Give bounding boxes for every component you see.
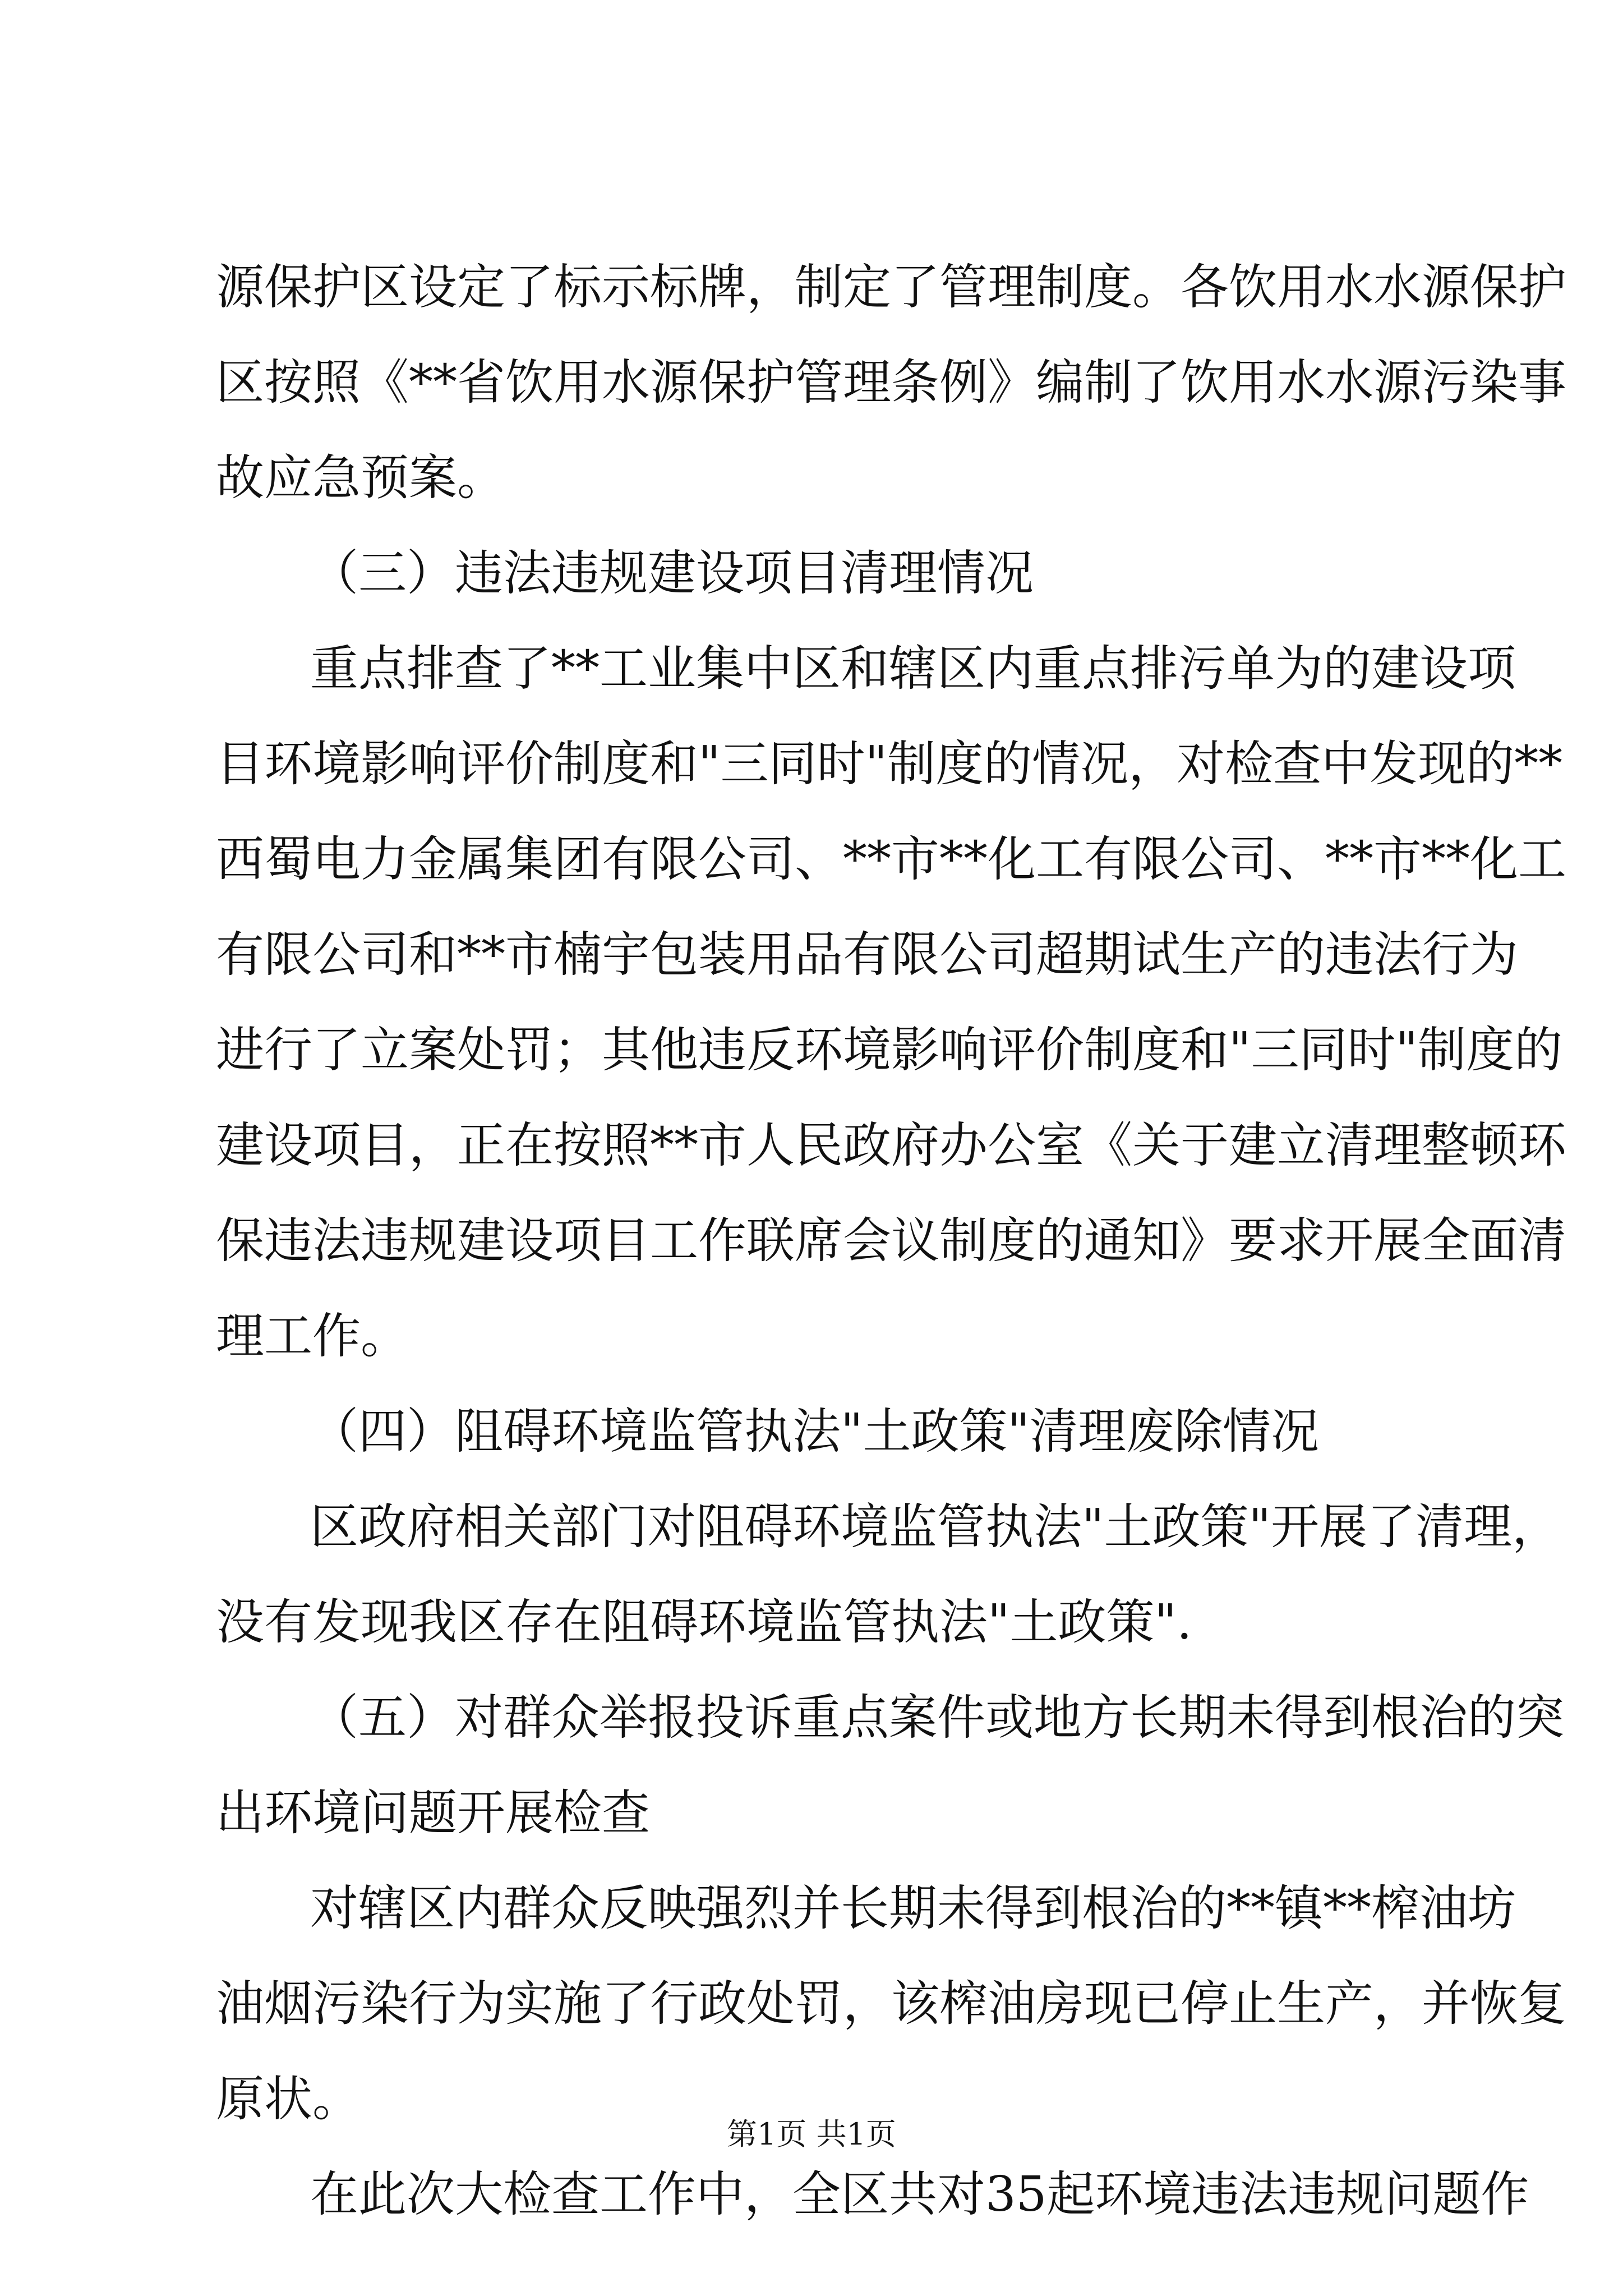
text-line: 区按照《**省饮用水源保护管理条例》编制了饮用水水源污染事 — [216, 355, 1566, 411]
text-line: 重点排查了**工业集中区和辖区内重点排污单为的建设项 — [310, 641, 1516, 697]
text-line: 保违法违规建设项目工作联席会议制度的通知》要求开展全面清 — [216, 1213, 1566, 1269]
text-line: 进行了立案处罚；其他违反环境影响评价制度和"三同时"制度的 — [216, 1022, 1563, 1078]
text-line: 建设项目，正在按照**市人民政府办公室《关于建立清理整顿环 — [216, 1117, 1566, 1174]
text-line: 对辖区内群众反映强烈并长期未得到根治的**镇**榨油坊 — [310, 1880, 1516, 1936]
text-line: 在此次大检查工作中，全区共对35起环境违法违规问题作 — [310, 2166, 1529, 2223]
text-line: 理工作。 — [216, 1308, 409, 1364]
text-line: 西蜀电力金属集团有限公司、**市**化工有限公司、**市**化工 — [216, 831, 1566, 887]
text-line: 原状。 — [216, 2071, 361, 2127]
page-footer: 第1页 共1页 — [727, 2116, 896, 2152]
section-heading: （三）违法违规建设项目清理情况 — [310, 545, 1034, 601]
text-line: 故应急预案。 — [216, 450, 505, 506]
text-line: 目环境影响评价制度和"三同时"制度的情况，对检查中发现的** — [216, 736, 1563, 792]
section-heading: 出环境问题开展检查 — [216, 1785, 650, 1841]
text-line: 有限公司和**市楠宇包装用品有限公司超期试生产的违法行为 — [216, 927, 1518, 983]
document-body — [216, 259, 1566, 2262]
section-heading: （五）对群众举报投诉重点案件或地方长期未得到根治的突 — [310, 1690, 1564, 1746]
text-line: 源保护区设定了标示标牌，制定了管理制度。各饮用水水源保护 — [216, 259, 1566, 315]
text-line: 油烟污染行为实施了行政处罚，该榨油房现已停止生产，并恢复 — [216, 1976, 1566, 2032]
section-heading: （四）阻碍环境监管执法"土政策"清理废除情况 — [310, 1404, 1320, 1460]
text-line: 区政府相关部门对阻碍环境监管执法"土政策"开展了清理， — [310, 1499, 1561, 1555]
text-line: 没有发现我区存在阻碍环境监管执法"土政策". — [216, 1594, 1192, 1650]
